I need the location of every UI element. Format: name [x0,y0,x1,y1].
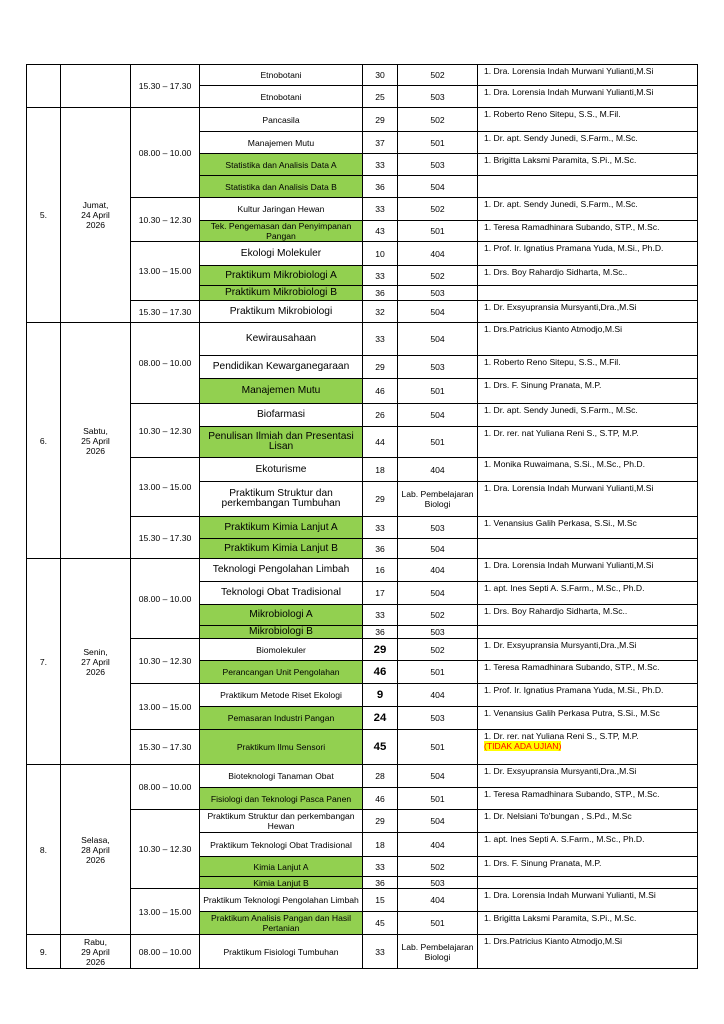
room: 501 [398,788,478,810]
lecturer-name: 1. Drs. F. Sinung Pranata, M.P. [484,858,602,868]
course-name: Fisiologi dan Teknologi Pasca Panen [200,788,363,810]
time-slot: 08.00 – 10.00 [131,765,200,810]
student-count: 32 [363,301,398,323]
student-count: 29 [363,482,398,517]
lecturer-name: 1. Teresa Ramadhinara Subando, STP., M.Sc. [484,662,660,672]
student-count: 36 [363,539,398,559]
room: 504 [398,765,478,788]
lecturer [478,730,698,765]
lecturer-name: 1. Venansius Galih Perkasa Putra, S.Si., M.Sc [484,708,660,718]
room: 504 [398,582,478,605]
day-date: Sabtu, 25 April 2026 [61,323,131,559]
section-number: 9. [27,935,61,969]
student-count: 37 [363,132,398,154]
course-name: Manajemen Mutu [200,379,363,404]
lecturer [478,221,698,242]
lecturer [478,559,698,582]
course-name: Teknologi Obat Tradisional [200,582,363,605]
lecturer [478,266,698,286]
course-name: Kultur Jaringan Hewan [200,198,363,221]
time-slot: 15.30 – 17.30 [131,730,200,765]
student-count: 33 [363,935,398,969]
student-count: 36 [363,286,398,301]
room: 504 [398,301,478,323]
lecturer [478,517,698,539]
course-name: Praktikum Mikrobiologi [200,301,363,323]
room: 501 [398,379,478,404]
student-count: 25 [363,86,398,108]
course-name: Penulisan Ilmiah dan Presentasi Lisan [200,427,363,458]
lecturer-name: 1. Dra. Lorensia Indah Murwani Yulianti,M.Si [484,483,654,493]
lecturer [478,176,698,198]
room: 501 [398,221,478,242]
course-name: Bioteknologi Tanaman Obat [200,765,363,788]
day-date: Jumat, 24 April 2026 [61,108,131,323]
course-name: Perancangan Unit Pengolahan [200,661,363,684]
course-name: Praktikum Mikrobiologi B [200,286,363,301]
lecturer-name: 1. Dr. apt. Sendy Junedi, S.Farm., M.Sc. [484,133,638,143]
student-count: 18 [363,458,398,482]
lecturer [478,427,698,458]
day-date: Senin, 27 April 2026 [61,559,131,765]
room: 502 [398,266,478,286]
lecturer [478,582,698,605]
lecturer [478,108,698,132]
course-name: Praktikum Struktur dan perkembangan Hewan [200,810,363,833]
room: 503 [398,286,478,301]
room: 504 [398,539,478,559]
room: Lab. Pembelajaran Biologi [398,935,478,969]
lecturer-name: 1. Dr. apt. Sendy Junedi, S.Farm., M.Sc. [484,405,638,415]
time-slot: 10.30 – 12.30 [131,639,200,684]
course-name: Praktikum Teknologi Pengolahan Limbah [200,889,363,912]
student-count: 46 [363,788,398,810]
lecturer-name: 1. Dr. Exsyupransia Mursyanti,Dra.,M.Si [484,640,637,650]
student-count: 26 [363,404,398,427]
student-count: 17 [363,582,398,605]
lecturer [478,684,698,707]
student-count: 29 [363,810,398,833]
course-name: Praktikum Ilmu Sensori [200,730,363,765]
course-name: Ekoturisme [200,458,363,482]
room: Lab. Pembelajaran Biologi [398,482,478,517]
course-name: Praktikum Mikrobiologi A [200,266,363,286]
course-name: Kimia Lanjut A [200,857,363,877]
lecturer-name: 1. Teresa Ramadhinara Subando, STP., M.Sc. [484,789,660,799]
room: 502 [398,198,478,221]
room: 503 [398,517,478,539]
room: 404 [398,684,478,707]
time-slot: 10.30 – 12.30 [131,198,200,242]
student-count: 10 [363,242,398,266]
course-name: Tek. Pengemasan dan Penyimpanan Pangan [200,221,363,242]
lecturer [478,356,698,379]
student-count: 33 [363,266,398,286]
student-count: 9 [363,684,398,707]
course-name: Statistika dan Analisis Data A [200,154,363,176]
lecturer [478,86,698,108]
lecturer [478,242,698,266]
lecturer-name: 1. Dr. Exsyupransia Mursyanti,Dra.,M.Si [484,302,637,312]
student-count: 46 [363,661,398,684]
student-count: 28 [363,765,398,788]
lecturer-name: 1. Dr. Exsyupransia Mursyanti,Dra.,M.Si [484,766,637,776]
lecturer-name: 1. Dra. Lorensia Indah Murwani Yulianti,M.Si [484,560,654,570]
section-number: 6. [27,323,61,559]
time-slot: 15.30 – 17.30 [131,517,200,559]
student-count: 33 [363,517,398,539]
lecturer [478,877,698,889]
time-slot: 15.30 – 17.30 [131,301,200,323]
course-name: Praktikum Struktur dan perkembangan Tumbuhan [200,482,363,517]
exam-note: (TIDAK ADA UJIAN) [484,741,562,751]
room: 503 [398,626,478,639]
student-count: 33 [363,323,398,356]
student-count: 33 [363,154,398,176]
room: 503 [398,86,478,108]
lecturer-name: 1. Dr. rer. nat Yuliana Reni S., S.TP, M.P. [484,731,639,741]
course-name: Etnobotani [200,65,363,86]
room: 502 [398,108,478,132]
time-slot: 13.00 – 15.00 [131,889,200,935]
course-name: Biofarmasi [200,404,363,427]
course-name: Praktikum Teknologi Obat Tradisional [200,833,363,857]
lecturer-name: 1. Dra. Lorensia Indah Murwani Yulianti,M.Si [484,87,654,97]
lecturer-name: 1. Dr. apt. Sendy Junedi, S.Farm., M.Sc. [484,199,638,209]
lecturer-name: 1. Monika Ruwaimana, S.Si., M.Sc., Ph.D. [484,459,645,469]
time-slot: 13.00 – 15.00 [131,242,200,301]
course-name: Manajemen Mutu [200,132,363,154]
table-row [27,323,698,356]
lecturer [478,65,698,86]
student-count: 30 [363,65,398,86]
course-name: Pemasaran Industri Pangan [200,707,363,730]
lecturer [478,404,698,427]
course-name: Praktikum Metode Riset Ekologi [200,684,363,707]
lecturer [478,857,698,877]
student-count: 15 [363,889,398,912]
room: 504 [398,323,478,356]
lecturer-name: 1. Roberto Reno Sitepu, S.S., M.Fil. [484,109,621,119]
room: 501 [398,730,478,765]
section-number: 8. [27,765,61,935]
lecturer [478,639,698,661]
course-name: Praktikum Analisis Pangan dan Hasil Pertanian [200,912,363,935]
lecturer [478,379,698,404]
course-name: Praktikum Fisiologi Tumbuhan [200,935,363,969]
student-count: 18 [363,833,398,857]
student-count: 43 [363,221,398,242]
lecturer [478,889,698,912]
lecturer-name: 1. Roberto Reno Sitepu, S.S., M.Fil. [484,357,621,367]
lecturer-name: 1. Drs. F. Sinung Pranata, M.P. [484,380,602,390]
time-slot: 13.00 – 15.00 [131,684,200,730]
lecturer-name: 1. Teresa Ramadhinara Subando, STP., M.Sc. [484,222,660,232]
time-slot: 08.00 – 10.00 [131,108,200,198]
time-slot: 15.30 – 17.30 [131,65,200,108]
student-count: 33 [363,605,398,626]
course-name: Praktikum Kimia Lanjut A [200,517,363,539]
course-name: Statistika dan Analisis Data B [200,176,363,198]
course-name: Mikrobiologi A [200,605,363,626]
student-count: 24 [363,707,398,730]
lecturer-name: 1. Dr. Nelsiani To'bungan , S.Pd., M.Sc [484,811,632,821]
time-slot: 08.00 – 10.00 [131,935,200,969]
table-row [27,108,698,132]
lecturer-name: 1. Brigitta Laksmi Paramita, S.Pi., M.Sc. [484,913,637,923]
lecturer-name: 1. Brigitta Laksmi Paramita, S.Pi., M.Sc. [484,155,637,165]
lecturer-name: 1. Drs. Boy Rahardjo Sidharta, M.Sc.. [484,267,628,277]
student-count: 36 [363,176,398,198]
time-slot: 08.00 – 10.00 [131,323,200,404]
table-row [27,765,698,788]
room: 504 [398,404,478,427]
lecturer [478,539,698,559]
lecturer-name: 1. Dr. rer. nat Yuliana Reni S., S.TP, M.P. [484,428,639,438]
table-row [27,65,698,86]
student-count: 44 [363,427,398,458]
lecturer [478,301,698,323]
lecturer-name: 1. apt. Ines Septi A. S.Farm., M.Sc., Ph.D. [484,834,645,844]
room: 503 [398,154,478,176]
lecturer [478,707,698,730]
section-number [27,65,61,108]
room: 404 [398,559,478,582]
course-name: Pancasila [200,108,363,132]
lecturer [478,935,698,969]
day-date: Rabu, 29 April 2026 [61,935,131,969]
room: 501 [398,661,478,684]
student-count: 33 [363,857,398,877]
lecturer [478,833,698,857]
student-count: 29 [363,108,398,132]
lecturer [478,286,698,301]
time-slot: 08.00 – 10.00 [131,559,200,639]
room: 502 [398,857,478,877]
student-count: 36 [363,626,398,639]
day-date: Selasa, 28 April 2026 [61,765,131,935]
lecturer [478,912,698,935]
lecturer-name: 1. Drs.Patricius Kianto Atmodjo,M.Si [484,936,623,946]
time-slot: 13.00 – 15.00 [131,458,200,517]
table-row [27,559,698,582]
lecturer-name: 1. Venansius Galih Perkasa, S.Si., M.Sc [484,518,637,528]
room: 504 [398,810,478,833]
lecturer-name: 1. Drs. Boy Rahardjo Sidharta, M.Sc.. [484,606,628,616]
room: 503 [398,877,478,889]
day-date [61,65,131,108]
exam-schedule-table [26,64,698,969]
lecturer-name: 1. Drs.Patricius Kianto Atmodjo,M.Si [484,324,623,334]
student-count: 45 [363,730,398,765]
room: 404 [398,242,478,266]
section-number: 5. [27,108,61,323]
course-name: Biomolekuler [200,639,363,661]
room: 404 [398,889,478,912]
lecturer-name: 1. apt. Ines Septi A. S.Farm., M.Sc., Ph.D. [484,583,645,593]
course-name: Ekologi Molekuler [200,242,363,266]
course-name: Praktikum Kimia Lanjut B [200,539,363,559]
lecturer [478,198,698,221]
lecturer [478,788,698,810]
room: 504 [398,176,478,198]
lecturer-name: 1. Prof. Ir. Ignatius Pramana Yuda, M.Si., Ph.D. [484,243,664,253]
lecturer [478,810,698,833]
time-slot: 10.30 – 12.30 [131,810,200,889]
lecturer [478,605,698,626]
room: 404 [398,833,478,857]
course-name: Kewirausahaan [200,323,363,356]
student-count: 36 [363,877,398,889]
student-count: 29 [363,356,398,379]
lecturer [478,458,698,482]
room: 503 [398,356,478,379]
room: 501 [398,427,478,458]
lecturer [478,765,698,788]
room: 501 [398,912,478,935]
room: 404 [398,458,478,482]
table-row [27,935,698,969]
lecturer-name: 1. Prof. Ir. Ignatius Pramana Yuda, M.Si., Ph.D. [484,685,664,695]
lecturer [478,132,698,154]
course-name: Etnobotani [200,86,363,108]
time-slot: 10.30 – 12.30 [131,404,200,458]
room: 501 [398,132,478,154]
student-count: 45 [363,912,398,935]
lecturer [478,154,698,176]
room: 502 [398,605,478,626]
lecturer-name: 1. Dra. Lorensia Indah Murwani Yulianti, M.Si [484,890,656,900]
course-name: Pendidikan Kewarganegaraan [200,356,363,379]
student-count: 29 [363,639,398,661]
student-count: 16 [363,559,398,582]
course-name: Teknologi Pengolahan Limbah [200,559,363,582]
lecturer [478,323,698,356]
lecturer [478,626,698,639]
course-name: Mikrobiologi B [200,626,363,639]
room: 502 [398,639,478,661]
course-name: Kimia Lanjut B [200,877,363,889]
section-number: 7. [27,559,61,765]
lecturer [478,482,698,517]
room: 502 [398,65,478,86]
student-count: 46 [363,379,398,404]
lecturer-name: 1. Dra. Lorensia Indah Murwani Yulianti,M.Si [484,66,654,76]
lecturer [478,661,698,684]
room: 503 [398,707,478,730]
student-count: 33 [363,198,398,221]
